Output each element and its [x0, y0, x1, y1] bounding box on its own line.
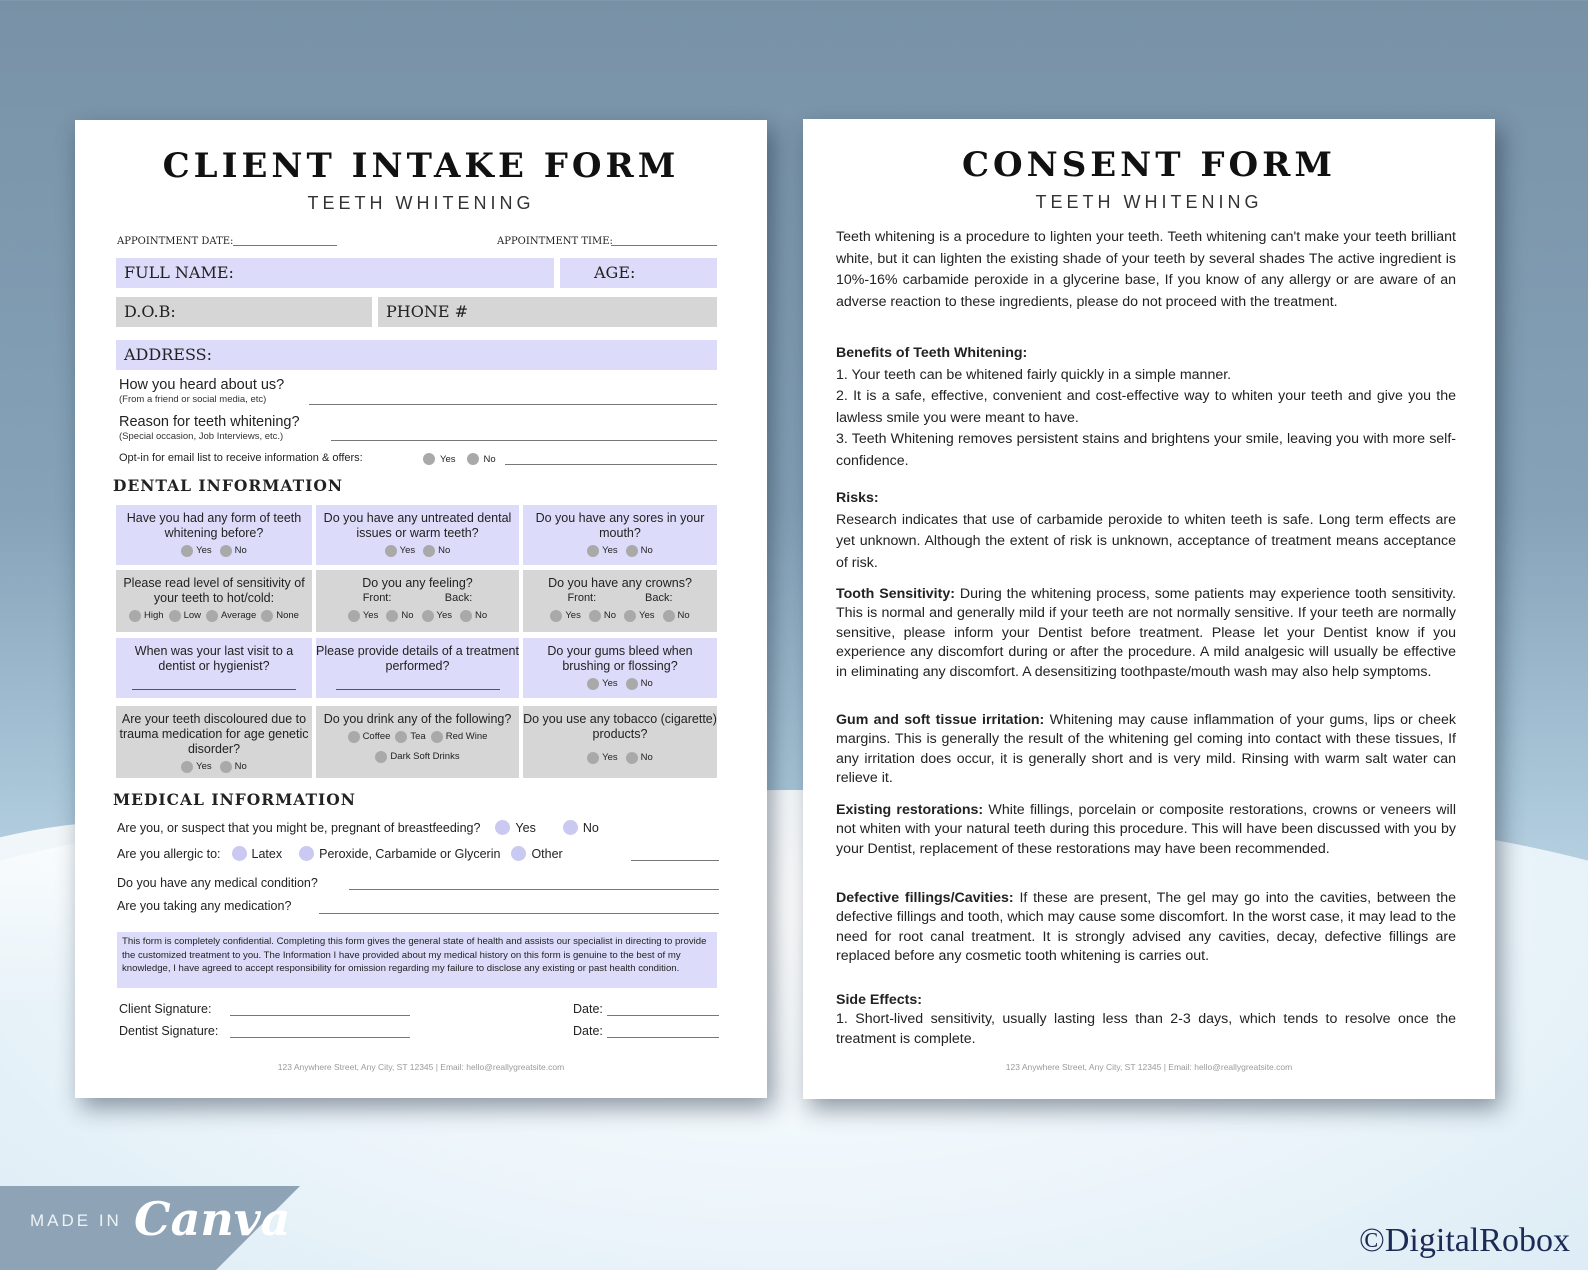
no-label: No [640, 678, 653, 689]
q10-no-radio[interactable] [220, 761, 232, 773]
low-label: Low [183, 610, 202, 621]
consent-footer: 123 Anywhere Street, Any City, ST 12345 | Email: hello@reallygreatsite.com [1005, 1062, 1293, 1072]
defective-title: Defective fillings/Cavities: [836, 890, 1014, 906]
confidentiality-note: This form is completely confidential. Completing this form gives the general state of health and assists our specialist in directing to provide the customized treatment to you. The Information I have provided about my medical history on this form is genuine to the best of my knowledge, I have agreed to accept responsibility for omission regarding my failure to disclose any existing or past health condition. [117, 932, 717, 988]
latex-radio[interactable] [232, 846, 247, 861]
q10-text: Are your teeth discoloured due to trauma medication for age genetic disorder? [119, 712, 309, 756]
no-label: No [401, 610, 414, 621]
yes-label: Yes [515, 820, 536, 835]
q12-yes-radio[interactable] [587, 752, 599, 764]
medication-field[interactable] [319, 913, 719, 914]
yes-label: Yes [196, 545, 212, 556]
yes-label: Yes [362, 610, 379, 621]
no-label: No [640, 545, 653, 556]
restorations-text: White fillings, porcelain or composite restorations, crowns or veneers will not whiten with your natural teeth during this procedure. This will have been discussed with you by your Dentist, replacement of these restorations may have been recommended. [836, 802, 1456, 857]
pregnant-no-radio[interactable] [563, 820, 578, 835]
yes-label: Yes [639, 610, 655, 621]
appointment-time-field[interactable] [611, 245, 717, 246]
q4-text: Please read level of sensitivity of your teeth to hot/cold: [123, 576, 305, 605]
medical-information-heading: MEDICAL INFORMATION [113, 790, 356, 809]
appointment-date-label: APPOINTMENT DATE: [117, 236, 234, 247]
q-untreated-issues [316, 505, 519, 565]
dob-label: D.O.B: [124, 302, 176, 321]
benefits-title: Benefits of Teeth Whitening: [836, 345, 1028, 361]
phone-field[interactable] [378, 297, 717, 327]
q-crowns [523, 570, 717, 632]
q-whitening-before [116, 505, 312, 565]
q-feeling [316, 570, 519, 632]
q4-low-radio[interactable] [169, 610, 181, 622]
tooth-sensitivity-section [836, 585, 1456, 682]
optin-options [423, 453, 496, 465]
optin-email-field[interactable] [505, 464, 717, 465]
restorations-title: Existing restorations: [836, 802, 984, 818]
benefit-3: 3. Teeth Whitening removes persistent stains and brightens your smile, leaving you with more self-confidence. [836, 431, 1456, 469]
q2-text: Do you have any untreated dental issues or warm teeth? [323, 511, 512, 540]
no-label: No [603, 610, 616, 621]
q8-text: Please provide details of a treatment performed? [316, 644, 519, 673]
q-discoloured [116, 706, 312, 778]
peroxide-radio[interactable] [299, 846, 314, 861]
phone-label: PHONE # [386, 302, 469, 321]
optin-label: Opt-in for email list to receive information & offers: [119, 452, 363, 464]
client-date-label: Date: [573, 1002, 603, 1016]
q3-text: Do you have any sores in your mouth? [535, 511, 705, 540]
yes-label: Yes [602, 678, 618, 689]
q5-back-yes-radio[interactable] [422, 610, 434, 622]
q12-no-radio[interactable] [626, 752, 638, 764]
q1-yes-radio[interactable] [181, 545, 193, 557]
yes-label: Yes [399, 545, 416, 556]
consent-intro: Teeth whitening is a procedure to lighten your teeth. Teeth whitening can't make your teeth brilliant white, but it can lighten the existing shade of your teeth by several shades The active ingredient is 10%-16% carbamide peroxide in a glycerine base, If you know of any allergy or are aware of an adverse reaction to these ingredients, please do not proceed with the treatment. [836, 229, 1456, 310]
address-label: ADDRESS: [124, 345, 212, 364]
q3-yes-radio[interactable] [587, 545, 599, 557]
made-in-label: MADE IN [30, 1211, 122, 1230]
reason-label: Reason for teeth whitening? [119, 414, 300, 430]
q6-back-yes-radio[interactable] [624, 610, 636, 622]
dentist-signature-label: Dentist Signature: [119, 1024, 219, 1038]
q-gums-bleed [523, 638, 717, 698]
client-intake-form-page [75, 120, 767, 1098]
gum-title: Gum and soft tissue irritation: [836, 712, 1045, 728]
q1-no-radio[interactable] [220, 545, 232, 557]
client-signature-label: Client Signature: [119, 1002, 212, 1016]
medical-condition-field[interactable] [349, 889, 719, 890]
optin-no-radio[interactable] [467, 453, 479, 465]
no-label: No [438, 545, 451, 556]
reason-hint: (Special occasion, Job Interviews, etc.) [119, 431, 284, 442]
peroxide-label: Peroxide, Carbamide or Glycerin [319, 846, 501, 861]
existing-restorations-section [836, 801, 1456, 859]
coffee-label: Coffee [362, 731, 391, 742]
intake-subtitle: TEETH WHITENING [307, 193, 535, 213]
address-field[interactable] [116, 340, 717, 370]
average-label: Average [221, 610, 257, 621]
canva-logo: Canva [134, 1192, 291, 1246]
yes-label: Yes [602, 545, 618, 556]
other-radio[interactable] [511, 846, 526, 861]
side-effect-1: 1. Short-lived sensitivity, usually lasting less than 2-3 days, which tends to resolve once the treatment is complete. [836, 1011, 1456, 1047]
q5-front-no-radio[interactable] [386, 610, 398, 622]
q7-text: When was your last visit to a dentist or hygienist? [134, 644, 294, 673]
no-label: No [483, 453, 496, 465]
q-last-visit [116, 638, 312, 698]
q1-text: Have you had any form of teeth whitening before? [126, 511, 302, 540]
q9-text: Do your gums bleed when brushing or flossing? [547, 644, 693, 673]
risks-text: Research indicates that use of carbamide peroxide to whiten teeth is safe. Long term effects are yet unknown. Although the extent of risk is unknown, acceptance of treatment means acceptance of risk. [836, 511, 1456, 571]
red-wine-label: Red Wine [445, 731, 488, 742]
q8-answer-field[interactable] [336, 680, 500, 690]
q3-no-radio[interactable] [626, 545, 638, 557]
q11-text: Do you drink any of the following? [323, 712, 512, 726]
dentist-date-label: Date: [573, 1024, 603, 1038]
intake-footer: 123 Anywhere Street, Any City, ST 12345 | Email: hello@reallygreatsite.com [277, 1062, 565, 1072]
q4-none-radio[interactable] [261, 610, 273, 622]
appointment-time-label: APPOINTMENT TIME: [497, 236, 613, 247]
yes-label: Yes [436, 610, 452, 621]
consent-title: CONSENT FORM [961, 145, 1337, 185]
q4-high-radio[interactable] [129, 610, 141, 622]
consent-form-page [803, 119, 1495, 1099]
reason-field[interactable] [331, 440, 717, 441]
heard-about-us-hint: (From a friend or social media, etc) [119, 394, 267, 405]
medical-condition-label: Do you have any medical condition? [117, 876, 318, 890]
side-effects-title: Side Effects: [836, 992, 922, 1008]
no-label: No [640, 752, 653, 763]
client-signature-field[interactable] [230, 1015, 410, 1016]
benefits-section [836, 343, 1456, 473]
dentist-date-field[interactable] [607, 1037, 719, 1038]
dark-soft-drinks-label: Dark Soft Drinks [390, 751, 460, 762]
no-label: No [475, 610, 488, 621]
q5-text: Do you any feeling? [362, 576, 473, 590]
heard-about-us-label: How you heard about us? [119, 377, 285, 393]
no-label: No [234, 761, 247, 772]
q9-no-radio[interactable] [626, 678, 638, 690]
no-label: No [234, 545, 247, 556]
pregnant-question [117, 820, 599, 835]
sensitivity-text: During the whitening process, some patients may experience tooth sensitivity. This is normal and generally mild if your teeth are not normally sensitive. If your teeth are normally sensitive, please inform your Dentist before treatment. Please let your Dentist know if you experience any discomfort during or after the procedure. A mild analgesic will usually be effective in eliminating any discomfort. A desensitizing toothpaste/mouth wash may also help symptoms. [836, 586, 1456, 680]
yes-label: Yes [602, 752, 618, 763]
side-effects-section [836, 991, 1456, 1049]
latex-label: Latex [251, 846, 283, 861]
q5-front-yes-radio[interactable] [348, 610, 360, 622]
sensitivity-title: Tooth Sensitivity: [836, 586, 955, 602]
allergy-question [117, 846, 563, 861]
none-label: None [276, 610, 299, 621]
q2-yes-radio[interactable] [385, 545, 397, 557]
q4-average-radio[interactable] [206, 610, 218, 622]
dob-field[interactable] [116, 297, 372, 327]
front-label: Front: [567, 592, 597, 604]
back-label: Back: [444, 592, 473, 604]
q-sensitivity-level [116, 570, 312, 632]
risks-title: Risks: [836, 490, 879, 506]
full-name-label: FULL NAME: [124, 263, 234, 282]
gum-text: Whitening may cause inflammation of your gums, lips or cheek margins. This is generally the result of the whitening gel coming into contact with these tissues, If any irritation does occur, it is generally short and is very mild. Rinsing with warm salt water can relieve it. [836, 712, 1456, 787]
front-label: Front: [362, 592, 392, 604]
defective-text: If these are present, The gel may go into the cavities, between the defective fillings and tooth, which may cause some discomfort. In the worst case, it may lead to the need for root canal treatment. It is strongly advised any cavities, decay, defective fillings are replaced before any cosmetic tooth whitening is carries out. [836, 890, 1457, 965]
q-mouth-sores [523, 505, 717, 565]
age-field[interactable] [560, 258, 717, 288]
medication-label: Are you taking any medication? [117, 899, 292, 913]
risks-section [836, 488, 1456, 574]
q7-answer-field[interactable] [132, 680, 296, 690]
yes-label: Yes [565, 610, 581, 621]
no-label: No [582, 820, 599, 835]
yes-label: Yes [440, 453, 456, 465]
defective-fillings-section [836, 889, 1456, 967]
high-label: High [144, 610, 164, 621]
heard-about-us-field[interactable] [309, 404, 717, 405]
q10-yes-radio[interactable] [181, 761, 193, 773]
q6-text: Do you have any crowns? [548, 576, 692, 590]
optin-yes-radio[interactable] [423, 453, 435, 465]
q6-front-yes-radio[interactable] [550, 610, 562, 622]
q5-back-no-radio[interactable] [460, 610, 472, 622]
back-label: Back: [645, 592, 673, 604]
other-label: Other [531, 846, 563, 861]
digitalrobox-watermark: ©DigitalRobox [1359, 1222, 1570, 1259]
q2-no-radio[interactable] [423, 545, 435, 557]
age-label: AGE: [594, 263, 636, 282]
tea-label: Tea [410, 731, 426, 742]
pregnant-yes-radio[interactable] [495, 820, 510, 835]
dark-soft-drinks-radio[interactable] [375, 751, 387, 763]
appointment-date-field[interactable] [233, 245, 337, 246]
no-label: No [677, 610, 690, 621]
benefit-1: 1. Your teeth can be whitened fairly quickly in a simple manner. [836, 366, 1232, 383]
yes-label: Yes [196, 761, 212, 772]
allergy-other-field[interactable] [631, 860, 719, 861]
q9-yes-radio[interactable] [587, 678, 599, 690]
consent-subtitle: TEETH WHITENING [1035, 192, 1263, 212]
allergic-text: Are you allergic to: [117, 846, 221, 861]
q6-front-no-radio[interactable] [589, 610, 601, 622]
q-treatment-details [316, 638, 519, 698]
coffee-radio[interactable] [348, 731, 360, 743]
client-date-field[interactable] [607, 1015, 719, 1016]
q-drinks [316, 706, 519, 778]
tea-radio[interactable] [395, 731, 407, 743]
benefit-2: 2. It is a safe, effective, convenient and cost-effective way to whiten your teeth and give you the lawless smile you were meant to have. [836, 388, 1456, 426]
dental-information-heading: DENTAL INFORMATION [113, 476, 344, 495]
q6-back-no-radio[interactable] [663, 610, 675, 622]
red-wine-radio[interactable] [431, 731, 443, 743]
full-name-field[interactable] [116, 258, 554, 288]
dentist-signature-field[interactable] [230, 1037, 410, 1038]
intake-title: CLIENT INTAKE FORM [162, 146, 680, 186]
pregnant-text: Are you, or suspect that you might be, pregnant of breastfeeding? [117, 820, 481, 835]
gum-irritation-section [836, 711, 1456, 789]
q-tobacco [523, 706, 717, 778]
q12-text: Do you use any tobacco (cigarette) products? [523, 712, 717, 741]
